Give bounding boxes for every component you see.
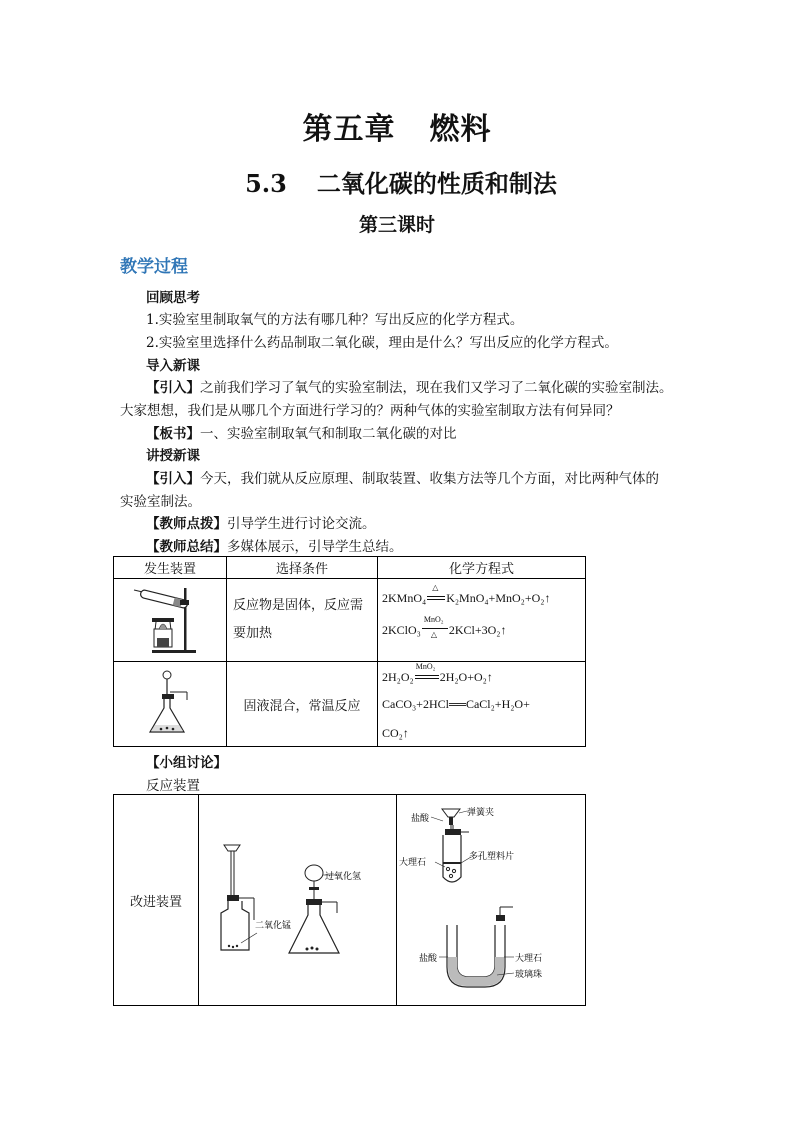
- label-mno2: 二氧化锰: [255, 921, 292, 931]
- condition-catalyst-2: MnO₂: [415, 662, 436, 671]
- intro-tag: 【引入】: [146, 380, 200, 396]
- discussion-tag: 【小组讨论】: [146, 755, 227, 771]
- chapter-name: 燃料: [429, 112, 492, 147]
- equation-kclo3-condition: [421, 615, 449, 639]
- equation-h2o2: [382, 662, 581, 685]
- improved-apparatus-left-cell: [199, 795, 397, 1006]
- summary-line: [146, 536, 403, 558]
- header-apparatus: 发生装置: [114, 557, 227, 579]
- comparison-table: [113, 556, 586, 747]
- condition-heat-symbol-2: △: [430, 630, 438, 639]
- equation-caco3-line1: CaCO₃+2HCl══CaCl₂+H₂O+: [382, 697, 530, 711]
- intro-paragraph-line1: [146, 377, 673, 399]
- lecture-label: 讲授新课: [146, 448, 200, 464]
- flask-apparatus-image: [145, 668, 195, 736]
- heating-apparatus-image: [130, 582, 210, 654]
- improved-apparatus-right-cell: [397, 795, 586, 1006]
- board-text: 一、实验室制取氧气和制取二氧化碳的对比: [200, 426, 457, 442]
- lecture-text-2: 实验室制法。: [120, 494, 201, 510]
- section-number: 5.3: [245, 169, 287, 198]
- equation-caco3-line2: CO₂↑: [382, 726, 409, 740]
- condition-heat-symbol: △: [432, 583, 439, 592]
- apparatus-image-tubes: [397, 795, 585, 1001]
- equation-liquid-cell: [378, 662, 586, 747]
- header-equation: 化学方程式: [378, 557, 586, 579]
- discussion-subtitle: 反应装置: [146, 778, 200, 794]
- tip-text: 引导学生进行讨论交流。: [227, 516, 376, 532]
- chapter-number: 第五章: [302, 112, 396, 147]
- equation-kmno4-condition: [426, 583, 446, 602]
- equation-h2o2-condition: [414, 662, 440, 681]
- lecture-text-1: 今天，我们就从反应原理、制取装置、收集方法等几个方面，对比两种气体的: [200, 471, 659, 487]
- lesson-title: 第三课时: [358, 214, 435, 236]
- summary-text: 多媒体展示，引导学生总结。: [227, 539, 403, 555]
- intro-text-1: 之前我们学习了氧气的实验室制法，现在我们又学习了二氧化碳的实验室制法。: [200, 380, 673, 396]
- label-clamp: 弹簧夹: [467, 808, 495, 818]
- chapter-title: [0, 104, 794, 148]
- equation-kclo3-left: 2KClO₃: [382, 623, 421, 637]
- equation-kclo3-right: 2KCl+3O₂↑: [448, 623, 507, 637]
- equation-kmno4: [382, 583, 581, 613]
- review-label: 回顾思考: [146, 290, 200, 306]
- board-line: [146, 423, 457, 445]
- intro-text-2: 大家想想，我们是从哪几个方面进行学习的？两种气体的实验室制取方法有何异同？: [120, 403, 620, 419]
- apparatus-liquid-cell: [114, 662, 227, 747]
- label-marble: 大理石: [399, 858, 427, 868]
- label-glass-beads: 玻璃珠: [515, 970, 543, 980]
- equation-kclo3: [382, 615, 581, 639]
- header-condition: 选择条件: [227, 557, 378, 579]
- tip-tag: 【教师点拨】: [146, 516, 227, 532]
- condition-heating: 反应物是固体，反应需要加热: [227, 579, 378, 662]
- improved-apparatus-table: [113, 794, 586, 1006]
- tip-line: [146, 513, 376, 535]
- intro-label: 导入新课: [146, 358, 200, 374]
- label-porous-plate: 多孔塑料片: [469, 852, 515, 862]
- section-name: 二氧化碳的性质和制法: [316, 169, 557, 198]
- equation-heating-cell: [378, 579, 586, 662]
- equation-kmno4-left: 2KMnO₄: [382, 591, 427, 605]
- apparatus-image-flasks: [199, 795, 396, 1001]
- equation-kmno4-right: K₂MnO₄+MnO₂+O₂↑: [446, 591, 551, 605]
- board-tag: 【板书】: [146, 426, 200, 442]
- label-hcl: 盐酸: [411, 814, 430, 824]
- improved-apparatus-label: 改进装置: [114, 795, 199, 1006]
- review-question-1: 1.实验室里制取氧气的方法有哪几种？写出反应的化学方程式。: [146, 312, 524, 328]
- teaching-process-heading: 教学过程: [120, 257, 188, 277]
- label-hcl-2: 盐酸: [419, 954, 438, 964]
- condition-liquid: 固液混合，常温反应: [227, 662, 378, 747]
- lecture-paragraph-line1: [146, 468, 659, 490]
- summary-tag: 【教师总结】: [146, 539, 227, 555]
- section-title: [0, 164, 794, 199]
- review-question-2: 2.实验室里选择什么药品制取二氧化碳，理由是什么？写出反应的化学方程式。: [146, 335, 618, 351]
- apparatus-heating-cell: [114, 579, 227, 662]
- equation-h2o2-left: 2H₂O₂: [382, 670, 414, 684]
- equation-h2o2-right: 2H₂O+O₂↑: [439, 670, 493, 684]
- label-peroxide: 过氧化氢: [325, 872, 362, 882]
- condition-catalyst: MnO₂: [423, 615, 444, 624]
- lecture-tag: 【引入】: [146, 471, 200, 487]
- label-marble-2: 大理石: [515, 954, 543, 964]
